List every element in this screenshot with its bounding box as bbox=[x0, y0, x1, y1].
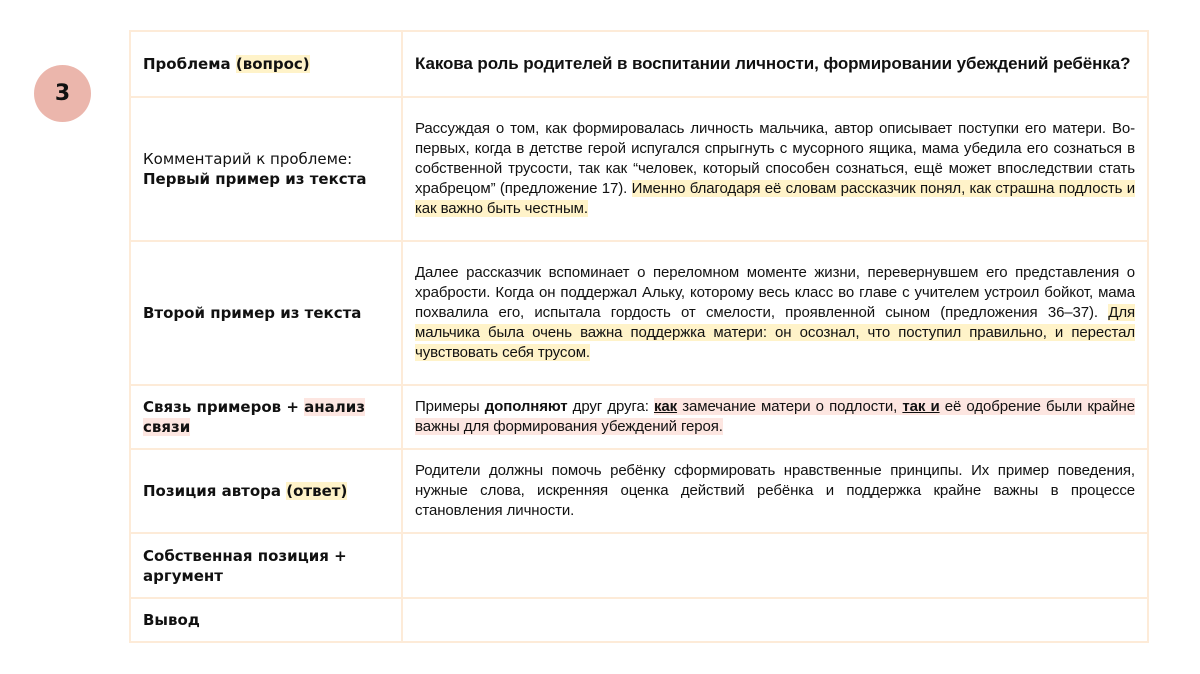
problem-question: Какова роль родителей в воспитании личности, формировании убеждений ребёнка? bbox=[402, 31, 1148, 97]
table-row-own-position bbox=[130, 533, 1148, 598]
essay-plan-table bbox=[129, 30, 1149, 643]
highlight: Для мальчика была очень важна поддержка матери: он осознал, что поступил правильно, и перестал чувствовать себя трусом. bbox=[415, 304, 1135, 361]
table-row-conclusion bbox=[130, 598, 1148, 642]
conclusion-text[interactable] bbox=[402, 598, 1148, 642]
step-number-badge: 3 bbox=[34, 65, 91, 122]
row-label: Позиция автора (ответ) bbox=[130, 449, 402, 533]
example-2-text: Далее рассказчик вспоминает о переломном моменте жизни, перевернувшем его представления о храбрости. Когда он поддержал Альку, которому весь класс во главе с учителем устроил бойкот, мама похвалила его, испытала гордость от смелости, проявленной сыном (предложения 36–37). Для мальчика была очень важна поддержка матери: он осознал, что поступил правильно, и перестал чувствовать себя трусом. bbox=[402, 241, 1148, 385]
link-analysis-text: Примеры дополняют друг друга: как замечание матери о подлости, так и её одобрение были крайне важны для формирования убеждений героя. bbox=[402, 385, 1148, 449]
row-label: Вывод bbox=[130, 598, 402, 642]
row-label: Связь примеров + анализ связи bbox=[130, 385, 402, 449]
row-label: Проблема (вопрос) bbox=[130, 31, 402, 97]
table-row-link bbox=[130, 385, 1148, 449]
highlight: как замечание матери о подлости, так и её одобрение были крайне важны для формирования убеждений героя. bbox=[415, 398, 1135, 435]
highlight: (ответ) bbox=[286, 482, 348, 500]
row-label: Комментарий к проблеме: Первый пример из текста bbox=[130, 97, 402, 241]
own-position-text[interactable] bbox=[402, 533, 1148, 598]
highlight: Именно благодаря её словам рассказчик понял, как страшна подлость и как важно быть честным. bbox=[415, 180, 1135, 217]
author-position-text: Родители должны помочь ребёнку сформировать нравственные принципы. Их пример поведения, нужные слова, искренняя оценка действий ребёнка и поддержка крайне важны в процессе становления личности. bbox=[402, 449, 1148, 533]
highlight: анализ связи bbox=[143, 398, 365, 436]
table-row-author-position bbox=[130, 449, 1148, 533]
row-label: Собственная позиция + аргумент bbox=[130, 533, 402, 598]
row-label: Второй пример из текста bbox=[130, 241, 402, 385]
table-row-problem bbox=[130, 31, 1148, 97]
example-1-text: Рассуждая о том, как формировалась личность мальчика, автор описывает поступки его матери. Во-первых, когда в детстве герой испугался спрыгнуть с мусорного ящика, мама убедила его сознаться в собственной трусости, так как “человек, который способен сознаться, ещё может впоследствии стать храбрецом” (предложение 17). Именно благодаря её словам рассказчик понял, как страшна подлость и как важно быть честным. bbox=[402, 97, 1148, 241]
table-row-example-2 bbox=[130, 241, 1148, 385]
highlight: (вопрос) bbox=[235, 55, 310, 73]
table-row-example-1 bbox=[130, 97, 1148, 241]
